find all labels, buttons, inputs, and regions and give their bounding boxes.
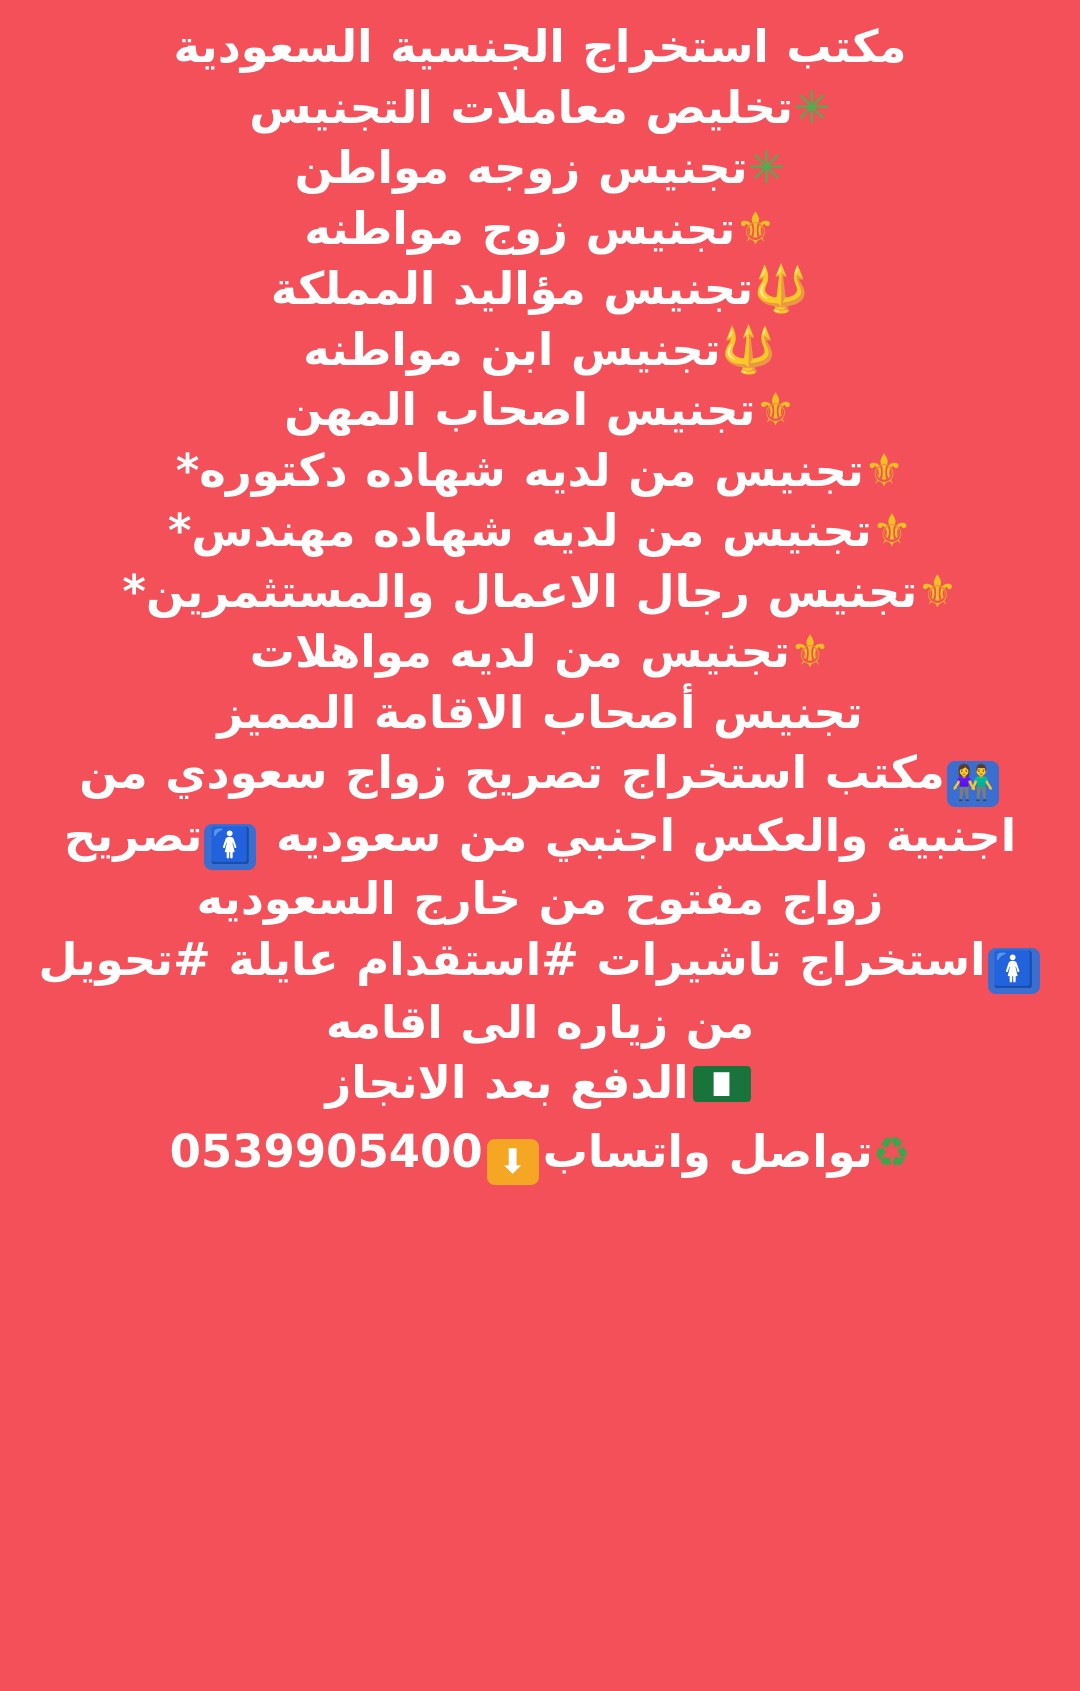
trident-icon: 🔱 xyxy=(720,322,777,376)
service-label-2: تجنيس زوج مواطنه xyxy=(304,201,736,255)
green-asterisk-icon: ✳ xyxy=(747,141,786,194)
poster-title: مكتب استخراج الجنسية السعودية xyxy=(173,20,907,73)
service-item-5 xyxy=(14,381,1066,440)
visa-service-block xyxy=(14,931,1066,1053)
service-item-0 xyxy=(14,79,1066,138)
down-arrow-icon: ⬇ xyxy=(487,1139,539,1185)
fleur-de-lis-icon: ⚜ xyxy=(789,625,831,678)
fleur-de-lis-icon: ⚜ xyxy=(863,443,905,497)
fleur-de-lis-icon: ⚜ xyxy=(871,504,913,557)
service-label-5: تجنيس اصحاب المهن xyxy=(284,383,756,436)
marriage-service-text-1: مكتب استخراج تصريح زواج سعودي من اجنبية والعكس اجنبي من سعوديه xyxy=(79,746,1017,862)
trident-icon: 🔱 xyxy=(753,262,810,315)
service-item-10: تجنيس أصحاب الاقامة المميز xyxy=(217,685,863,739)
service-item-3 xyxy=(14,260,1066,319)
contact-line[interactable] xyxy=(14,1123,1066,1185)
saudi-flag-icon: █ xyxy=(693,1066,751,1102)
marriage-service-text-2: تصريح زواج مفتوح من خارج السعوديه xyxy=(63,809,884,925)
service-item-7 xyxy=(14,502,1066,561)
service-item-6 xyxy=(14,442,1066,501)
restroom-sign-icon: 👫 xyxy=(947,761,999,807)
service-label-4: تجنيس ابن مواطنه xyxy=(303,322,721,376)
contact-label: تواصل واتساب xyxy=(542,1124,873,1178)
visa-service-text: استخراج تاشيرات #استقدام عايلة #تحويل من زياره الى اقامه xyxy=(38,932,986,1049)
recycle-icon: ♻ xyxy=(872,1127,911,1177)
service-item-4 xyxy=(14,321,1066,380)
service-item-1 xyxy=(14,139,1066,198)
service-label-0: تخليص معاملات التجنيس xyxy=(249,80,793,134)
fleur-de-lis-icon: ⚜ xyxy=(755,383,796,436)
fleur-de-lis-icon: ⚜ xyxy=(917,564,958,618)
service-label-7: تجنيس من لديه شهاده مهندس* xyxy=(167,504,872,557)
service-label-1: تجنيس زوجه مواطن xyxy=(294,141,748,194)
service-item-2 xyxy=(14,200,1066,259)
service-label-6: تجنيس من لديه شهاده دكتوره* xyxy=(175,443,864,497)
service-label-3: تجنيس مؤاليد المملكة xyxy=(270,262,754,315)
whatsapp-phone-number[interactable]: 0539905400 xyxy=(169,1124,483,1178)
service-item-9 xyxy=(14,623,1066,682)
service-item-8 xyxy=(14,563,1066,622)
green-asterisk-icon: ✳ xyxy=(792,80,831,134)
marriage-service-block xyxy=(14,744,1066,929)
payment-note xyxy=(14,1054,1066,1113)
woman-sign-icon: 🚺 xyxy=(988,948,1040,994)
fleur-de-lis-icon: ⚜ xyxy=(735,201,776,255)
service-label-8: تجنيس رجال الاعمال والمستثمرين* xyxy=(122,564,918,618)
payment-note-text: الدفع بعد الانجاز xyxy=(325,1056,689,1109)
woman-sign-icon: 🚺 xyxy=(204,824,256,870)
service-label-9: تجنيس من لديه مواهلات xyxy=(249,625,790,678)
